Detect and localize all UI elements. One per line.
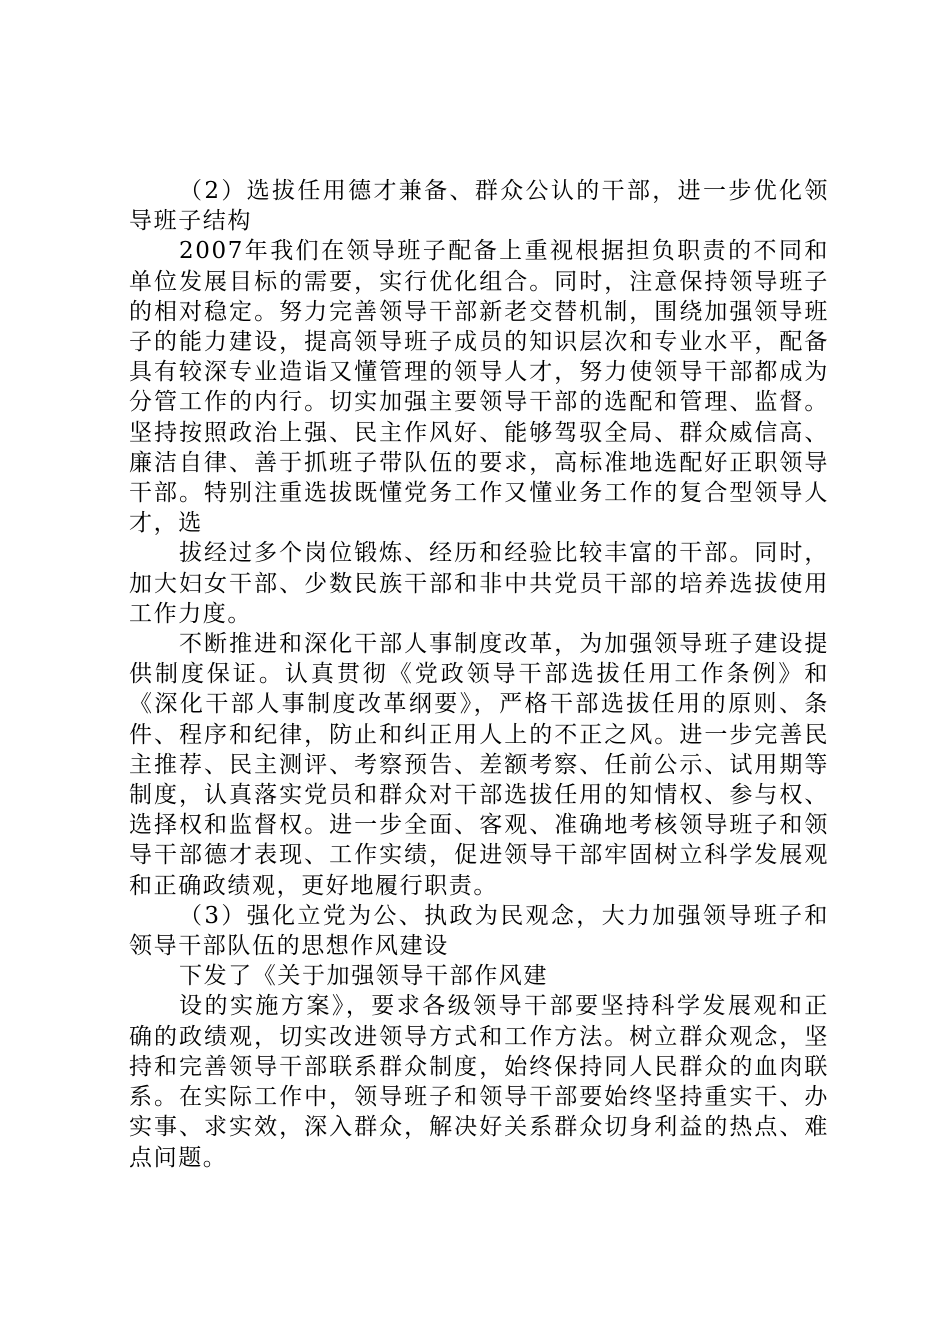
body-paragraph: 不断推进和深化干部人事制度改革，为加强领导班子建设提供制度保证。认真贯彻《党政领导干部选拔任用工作条例》和《深化干部人事制度改革纲要》，严格干部选拔任用的原则、条件、程序和纪律，防止和纠正用人上的不正之风。进一步完善民主推荐、民主测评、考察预告、差额考察、任前公示、试用期等制度，认真落实党员和群众对干部选拔任用的知情权、参与权、选择权和监督权。进一步全面、客观、准确地考核领导班子和领导干部德才表现、工作实绩，促进领导干部牢固树立科学发展观和正确政绩观，更好地履行职责。 — [129, 631, 829, 899]
body-paragraph: 拔经过多个岗位锻炼、经历和经验比较丰富的干部。同时，加大妇女干部、少数民族干部和非中共党员干部的培养选拔使用工作力度。 — [129, 540, 829, 627]
section-heading-3: （3）强化立党为公、执政为民观念，大力加强领导班子和领导干部队伍的思想作风建设 — [129, 902, 829, 960]
section-heading-2: （2）选拔任用德才兼备、群众公认的干部，进一步优化领导班子结构 — [129, 178, 829, 235]
body-paragraph: 设的实施方案》，要求各级领导干部要坚持科学发展观和正确的政绩观，切实改进领导方式和工作方法。树立群众观念，坚持和完善领导干部联系群众制度，始终保持同人民群众的血肉联系。在实际工作中，领导班子和领导干部要始终坚持重实干、办实事、求实效，深入群众，解决好关系群众切身利益的热点、难点问题。 — [129, 993, 829, 1171]
body-paragraph: 2007年我们在领导班子配备上重视根据担负职责的不同和单位发展目标的需要，实行优化组合。同时，注意保持领导班子的相对稳定。努力完善领导干部新老交替机制，围绕加强领导班子的能力建设，提高领导班子成员的知识层次和专业水平，配备具有较深专业造诣又懂管理的领导人才，努力使领导干部都成为分管工作的内行。切实加强主要领导干部的选配和管理、监督。坚持按照政治上强、民主作风好、能够驾驭全局、群众威信高、廉洁自律、善于抓班子带队伍的要求，高标准地选配好正职领导干部。特别注重选拔既懂党务工作又懂业务工作的复合型领导人才，选 — [129, 238, 829, 537]
body-paragraph: 下发了《关于加强领导干部作风建 — [179, 963, 548, 990]
document-body — [129, 176, 829, 1173]
